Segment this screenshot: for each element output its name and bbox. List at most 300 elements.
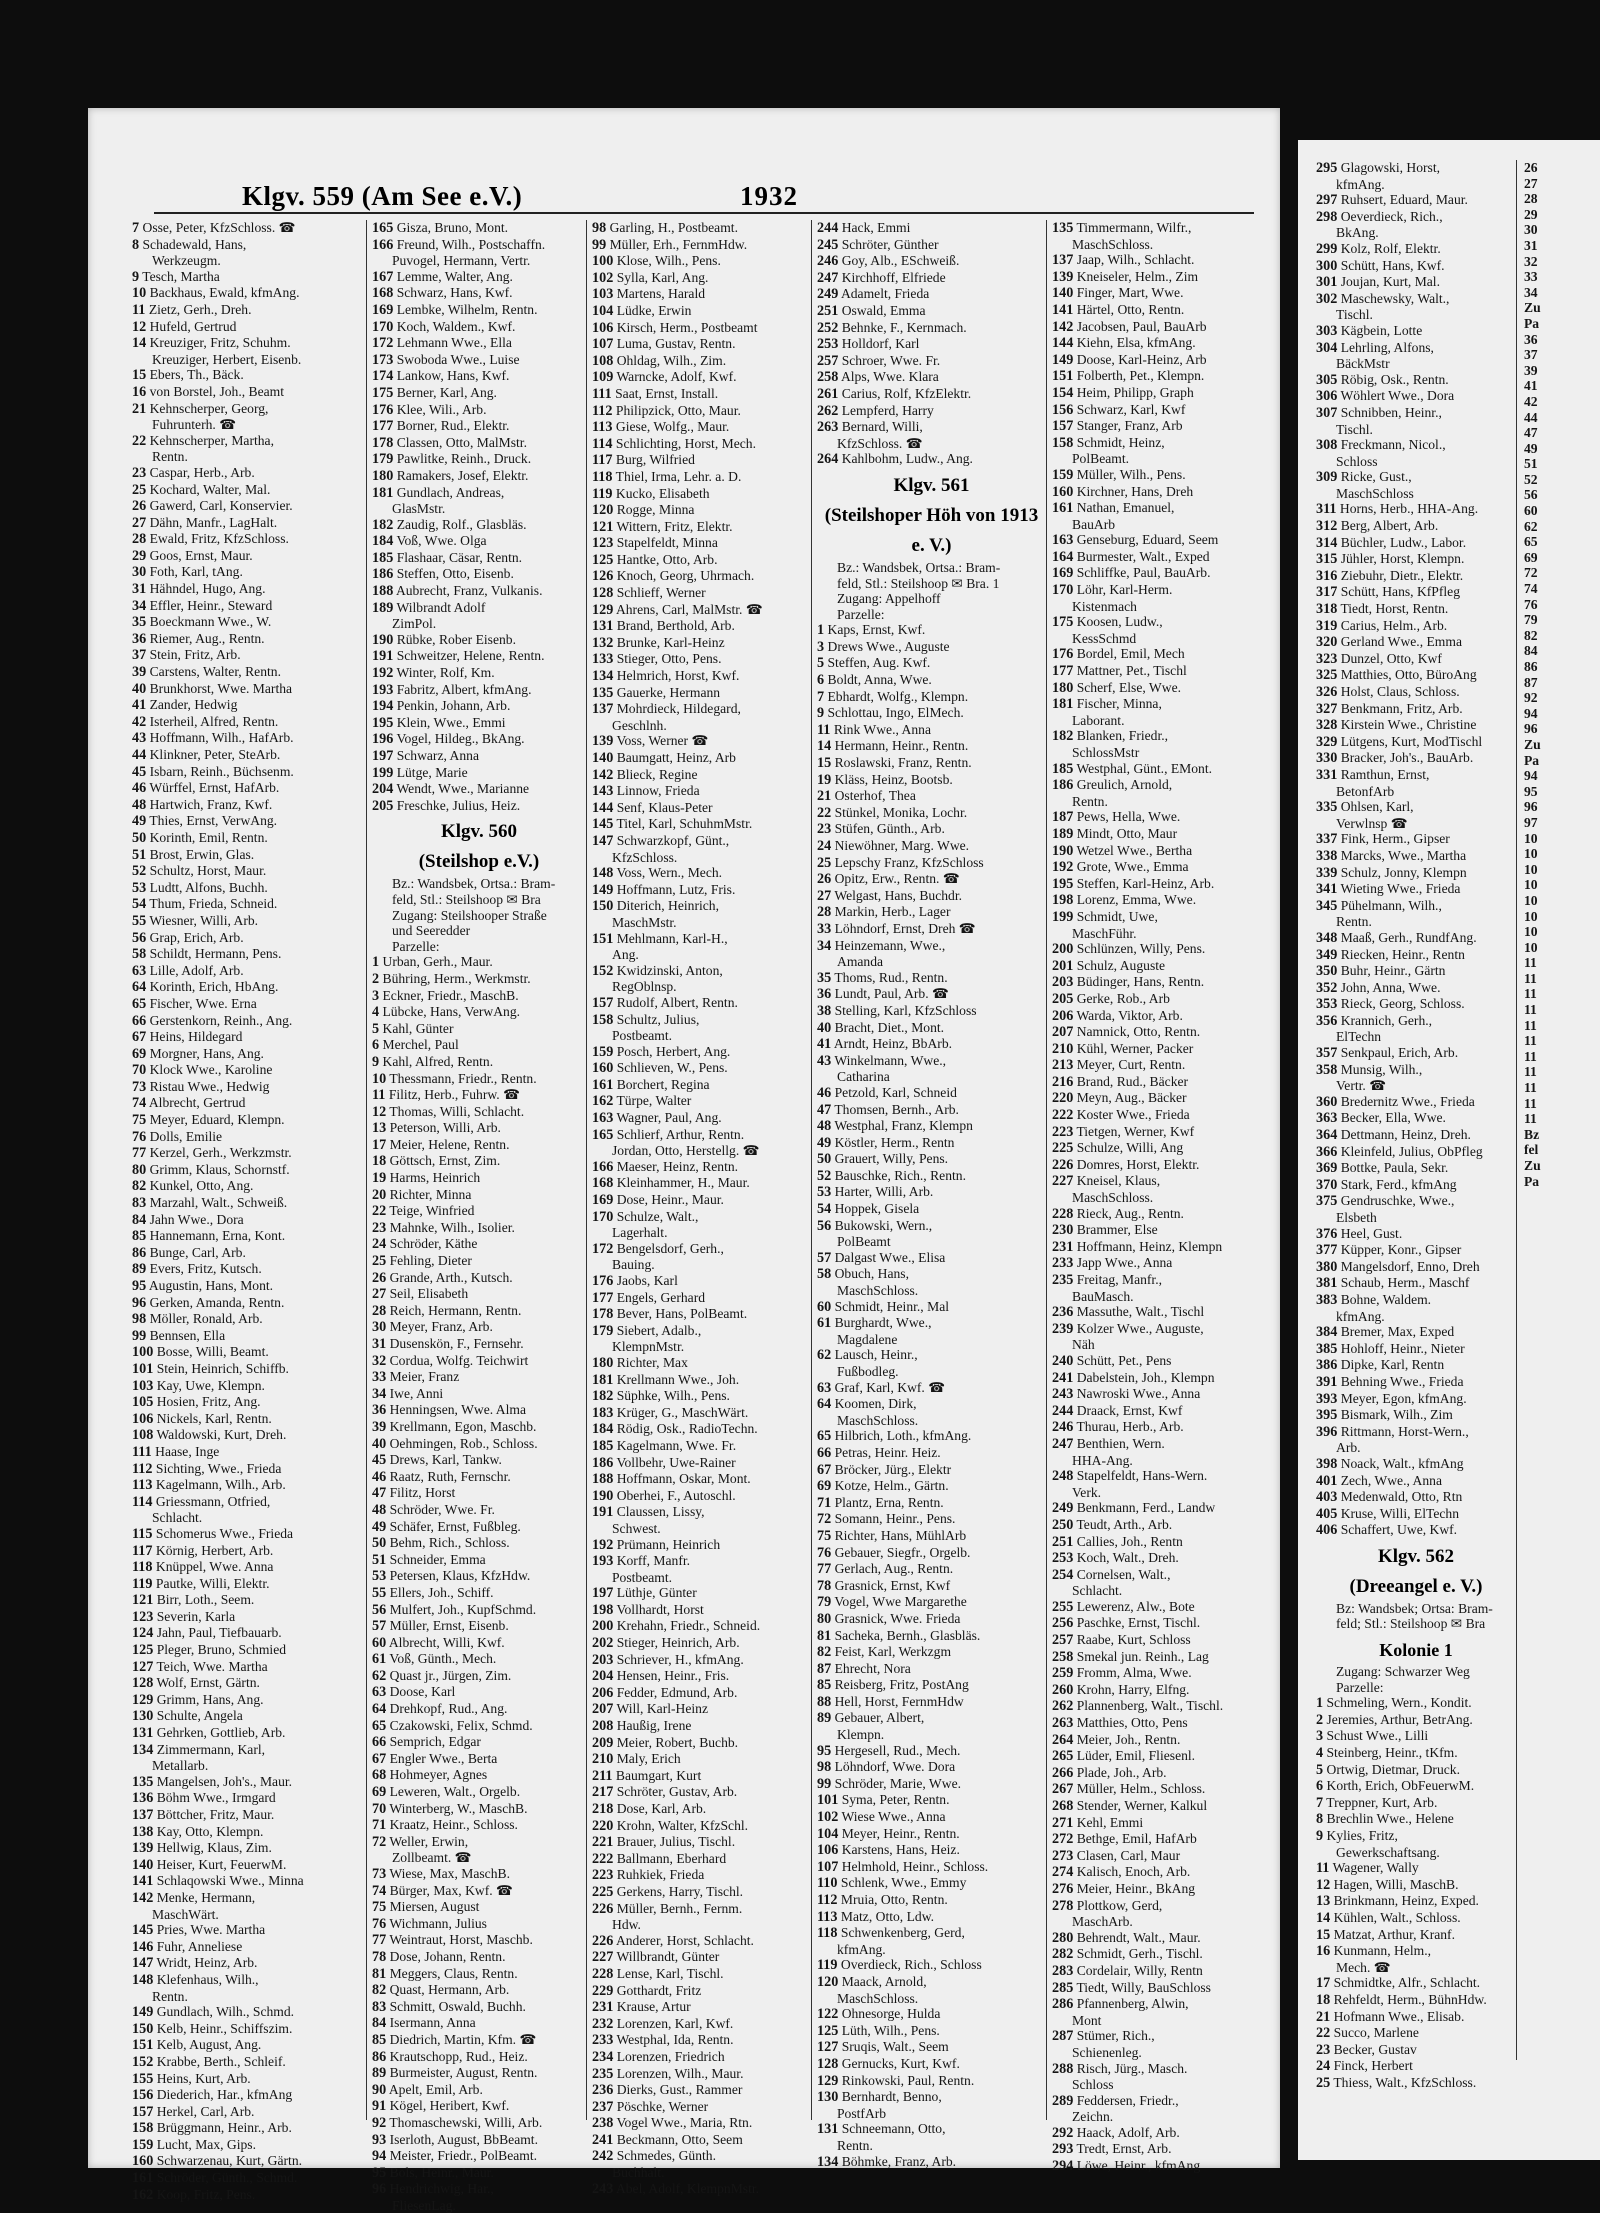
entry-text: Krellmann, Egon, Maschb.: [389, 1418, 537, 1434]
plot-number: 50: [817, 1151, 832, 1168]
entry-text: Hendrichwig, Har.,: [389, 2181, 494, 2197]
directory-entry: [132, 1972, 366, 1989]
directory-entry: [132, 1129, 366, 1146]
plot-number: 156: [1052, 401, 1074, 418]
plot-number: 16: [132, 383, 147, 400]
directory-entry: [1052, 958, 1266, 975]
plot-number: 89: [817, 1710, 832, 1727]
entry-text: Fink, Herm., Gipser: [1340, 831, 1450, 847]
entry-text: kfmAng.: [837, 1941, 886, 1957]
entry-text: Schröder, Günth., Schmd.: [156, 2170, 298, 2186]
plot-number: 238: [592, 2115, 614, 2132]
directory-entry: [1052, 319, 1266, 336]
entry-text: Dabelstein, Joh., Klempn: [1076, 1369, 1215, 1385]
entry-text: Pöschke, Werner: [616, 2098, 709, 2114]
plot-number: 205: [372, 797, 394, 814]
edge-fragment: 11: [1524, 970, 1537, 986]
plot-number: 326: [1316, 684, 1338, 700]
directory-entry: [132, 1261, 366, 1278]
plot-number: 264: [1052, 1731, 1074, 1748]
entry-text: Werkzeugm.: [152, 253, 221, 269]
section-heading: Kolonie 1: [1379, 1640, 1453, 1661]
directory-entry: [1052, 1665, 1266, 1682]
entry-text: Gerlach, Aug., Rentn.: [834, 1561, 954, 1577]
directory-entry: [372, 731, 586, 748]
entry-text: Luma, Gustav, Rentn.: [616, 336, 736, 352]
plot-number: 273: [1052, 1847, 1074, 1864]
directory-entry: [1052, 1304, 1266, 1321]
directory-entry: [1052, 1930, 1266, 1947]
entry-text: Noack, Walt., kfmAng: [1340, 1455, 1464, 1471]
plot-number: 349: [1316, 946, 1338, 963]
directory-entry: [1316, 1712, 1516, 1729]
entry-text: Schlieven, W., Pens.: [616, 1060, 728, 1076]
plot-number: 190: [592, 1487, 614, 1504]
directory-entry: [132, 1922, 366, 1939]
entry-text: Wittern, Fritz, Elektr.: [616, 518, 733, 534]
entry-text: Karstens, Hans, Heiz.: [841, 1842, 960, 1858]
directory-entry: [132, 2153, 366, 2170]
entry-text: Meggers, Claus, Rentn.: [389, 1965, 518, 1981]
directory-entry: [1052, 1732, 1266, 1749]
plot-number: 150: [592, 898, 614, 915]
plot-number: 82: [817, 1644, 832, 1661]
plot-number: 121: [592, 518, 614, 535]
entry-text: Titel, Karl, SchuhmMstr.: [616, 816, 753, 832]
directory-entry: [817, 1826, 1046, 1843]
directory-entry: [372, 1866, 586, 1883]
directory-entry: [592, 1735, 811, 1752]
plot-number: 22: [372, 1203, 387, 1220]
plot-number: 9: [372, 1053, 380, 1070]
entry-text: Jahn, Paul, Tiefbauarb.: [156, 1625, 282, 1641]
entry-text: Sruqis, Walt., Seem: [841, 2039, 949, 2055]
directory-entry: [817, 336, 1046, 353]
directory-entry: [817, 1875, 1046, 1892]
plot-number: 158: [592, 1011, 614, 1028]
directory-entry: [1052, 892, 1266, 909]
plot-number: 226: [592, 1900, 614, 1917]
directory-entry: [132, 1955, 366, 1972]
directory-entry: [592, 1143, 811, 1159]
plot-number: 66: [817, 1444, 832, 1461]
entry-text: Burg, Wilfried: [615, 452, 695, 468]
entry-text: Thomsen, Bernh., Arb.: [834, 1101, 959, 1117]
entry-text: Mehlmann, Karl-H.,: [616, 930, 728, 946]
entry-text: Stein, Heinrich, Schiffb.: [156, 1360, 289, 1376]
plot-number: 25: [132, 481, 147, 498]
directory-entry: [1316, 1927, 1516, 1944]
plot-number: 258: [817, 369, 839, 386]
entry-text: Koop, Fritz, Pens.: [156, 2186, 256, 2202]
directory-entry: [372, 2148, 586, 2165]
edge-fragment: 11: [1524, 986, 1537, 1002]
directory-entry: [372, 665, 586, 682]
plot-number: 56: [817, 1217, 832, 1234]
entry-text: Thiel, Irma, Lehr. a. D.: [615, 468, 742, 484]
directory-entry: [132, 681, 366, 698]
entry-text: Hell, Horst, FernmHdw: [834, 1693, 964, 1709]
plot-number: 23: [132, 464, 147, 481]
entry-text: Nickels, Karl, Rentn.: [156, 1410, 272, 1426]
directory-entry: [1316, 1391, 1516, 1408]
plot-number: 38: [817, 1002, 832, 1019]
directory-entry: [817, 705, 1046, 722]
entry-text: Maack, Arnold,: [841, 1973, 927, 1989]
entry-text: BauArb: [1072, 516, 1116, 532]
directory-entry: [132, 1742, 366, 1759]
entry-text: MaschFühr.: [1072, 925, 1137, 941]
plot-number: 46: [132, 780, 147, 797]
directory-entry: [132, 433, 366, 450]
plot-number: 149: [592, 881, 614, 898]
entry-text: Brunkhorst, Wwe. Martha: [149, 680, 293, 696]
directory-entry: [1316, 1695, 1516, 1712]
plot-number: 9: [132, 268, 140, 285]
plot-number: 169: [372, 301, 394, 318]
directory-entry: [372, 632, 586, 649]
directory-entry: [132, 1394, 366, 1411]
entry-text: Hergesell, Rud., Mech.: [834, 1742, 961, 1758]
entry-text: und Seeredder: [392, 923, 471, 939]
entry-text: Helmhold, Heinr., Schloss.: [841, 1858, 989, 1874]
directory-entry: [817, 1792, 1046, 1809]
directory-entry: [1052, 1090, 1266, 1107]
plot-number: 192: [592, 1536, 614, 1553]
directory-entry: [1316, 1680, 1516, 1696]
entry-text: Brinkmann, Heinz, Exped.: [1333, 1893, 1479, 1909]
entry-text: Schneemann, Otto,: [841, 2121, 946, 2137]
plot-number: 241: [592, 2131, 614, 2148]
entry-text: Schwenkenberg, Gerd,: [840, 1925, 965, 1941]
entry-text: Rentn.: [152, 1988, 188, 2004]
plot-number: 250: [1052, 1516, 1074, 1533]
plot-number: 25: [372, 1253, 387, 1270]
entry-text: Gundlach, Wilh., Schmd.: [156, 2004, 295, 2020]
directory-entry: [592, 1751, 811, 1768]
plot-number: 128: [132, 1675, 154, 1692]
entry-text: Schneider, Emma: [389, 1551, 486, 1567]
directory-entry: [132, 813, 366, 830]
directory-entry: [372, 2181, 586, 2198]
entry-text: Linnow, Frieda: [616, 783, 700, 799]
plot-number: 401: [1316, 1472, 1338, 1489]
directory-entry: [132, 2071, 366, 2088]
entry-text: Lehmann Wwe., Ella: [396, 335, 512, 351]
entry-text: Bottke, Paula, Sekr.: [1340, 1160, 1449, 1176]
entry-text: Kühl, Werner, Packer: [1076, 1040, 1194, 1056]
plot-number: 62: [372, 1667, 387, 1684]
directory-entry: [132, 1112, 366, 1129]
plot-number: 5: [372, 1020, 380, 1037]
entry-text: Heim, Philipp, Graph: [1076, 384, 1194, 400]
directory-entry: [592, 2148, 811, 2165]
plot-number: 159: [592, 1043, 614, 1060]
entry-text: Gernucks, Kurt, Kwf.: [841, 2055, 960, 2071]
directory-entry: [817, 1266, 1046, 1283]
entry-text: Kahlbohm, Ludw., Ang.: [841, 451, 973, 467]
entry-text: Prümann, Heinrich: [616, 1536, 721, 1552]
plot-number: 28: [132, 531, 147, 548]
entry-text: Krehahn, Friedr., Schneid.: [616, 1618, 761, 1634]
entry-text: Kay, Uwe, Klempn.: [156, 1377, 265, 1393]
directory-entry: [1052, 926, 1266, 942]
entry-text: Borchert, Regina: [616, 1076, 710, 1092]
plot-number: 186: [1052, 777, 1074, 794]
plot-number: 345: [1316, 897, 1338, 914]
plot-number: 191: [592, 1504, 614, 1521]
directory-entry: [1052, 1517, 1266, 1534]
entry-text: GlasMstr.: [392, 501, 446, 517]
entry-text: Reich, Hermann, Rentn.: [389, 1302, 522, 1318]
entry-text: Hagen, Willi, MaschB.: [1333, 1876, 1459, 1892]
plot-number: 12: [132, 318, 147, 335]
directory-entry: [592, 668, 811, 685]
entry-text: Gundlach, Andreas,: [396, 484, 505, 500]
plot-number: 96: [372, 2181, 387, 2198]
directory-entry: [1316, 1045, 1516, 1062]
entry-text: Zech, Wwe., Anna: [1340, 1472, 1442, 1488]
edge-fragment: 11: [1524, 1080, 1537, 1096]
entry-text: RegOblnsp.: [612, 979, 677, 995]
directory-entry: [372, 892, 586, 908]
plot-number: 398: [1316, 1455, 1338, 1472]
entry-text: Gerke, Rob., Arb: [1076, 990, 1170, 1006]
entry-text: Flashaar, Cäsar, Rentn.: [396, 549, 523, 565]
directory-entry: [132, 1659, 366, 1676]
entry-text: Schröder, Käthe: [389, 1236, 478, 1252]
entry-text: Maaß, Gerh., RundfAng.: [1340, 929, 1477, 945]
directory-entry: [1052, 696, 1266, 713]
plot-number: 189: [1052, 825, 1074, 842]
plot-number: 186: [372, 566, 394, 583]
directory-entry: [372, 1701, 586, 1718]
plot-number: 7: [817, 688, 825, 705]
entry-text: Tredt, Ernst, Arb.: [1076, 2141, 1172, 2157]
directory-entry: [132, 979, 366, 996]
directory-entry: [132, 1576, 366, 1593]
entry-text: Iserloth, August, BbBeamt.: [389, 2131, 538, 2147]
plot-number: 141: [132, 1873, 154, 1890]
entry-text: KfzSchloss. ☎: [837, 435, 923, 451]
plot-number: 27: [817, 887, 832, 904]
entry-text: Isermann, Anna: [389, 2015, 476, 2031]
directory-entry: [592, 535, 811, 552]
directory-entry: [592, 1438, 811, 1455]
directory-entry: [1052, 1074, 1266, 1091]
directory-entry: [372, 648, 586, 665]
entry-text: Meier, Franz: [389, 1369, 460, 1385]
directory-entry: [1052, 237, 1266, 253]
directory-entry: [372, 1253, 586, 1270]
plot-number: 285: [1052, 1979, 1074, 1996]
entry-text: Jahn Wwe., Dora: [149, 1211, 244, 1227]
plot-number: 220: [1052, 1090, 1074, 1107]
plot-number: 246: [817, 253, 839, 270]
plot-number: 117: [132, 1542, 153, 1559]
entry-text: Bernard, Willi,: [841, 419, 923, 435]
plot-number: 29: [132, 547, 147, 564]
directory-entry: [372, 1353, 586, 1370]
entry-text: Schaffert, Uwe, Kwf.: [1340, 1522, 1458, 1538]
directory-entry: [817, 1743, 1046, 1760]
plot-number: 257: [817, 352, 839, 369]
entry-text: Jeremies, Arthur, BetrAng.: [1326, 1711, 1473, 1727]
directory-entry: [132, 1907, 366, 1923]
entry-text: Metallarb.: [152, 1758, 209, 1774]
entry-text: Dierks, Gust., Rammer: [616, 2082, 743, 2098]
directory-entry: [372, 682, 586, 699]
entry-text: Raatz, Ruth, Fernschr.: [389, 1468, 511, 1484]
plot-number: 112: [817, 1892, 838, 1908]
plot-number: 129: [592, 601, 614, 618]
edge-fragment: 34: [1524, 284, 1538, 300]
entry-text: Lehrling, Alfons,: [1340, 339, 1434, 355]
directory-entry: [592, 898, 811, 915]
entry-text: Kneiseler, Helm., Zim: [1076, 268, 1199, 284]
plot-number: 57: [372, 1618, 387, 1635]
plot-number: 356: [1316, 1012, 1338, 1029]
directory-entry: [817, 2089, 1046, 2106]
entry-text: Kühlen, Walt., Schloss.: [1333, 1909, 1461, 1925]
entry-text: Freschke, Julius, Heiz.: [396, 797, 521, 813]
entry-text: Meier, Robert, Buchb.: [616, 1734, 739, 1750]
plot-number: 12: [372, 1103, 387, 1120]
directory-entry: [1052, 646, 1266, 663]
plot-number: 376: [1316, 1225, 1338, 1242]
plot-number: 72: [372, 1833, 387, 1850]
entry-text: Miersen, August: [389, 1899, 480, 1915]
directory-entry: [132, 367, 366, 384]
entry-text: Ortwig, Dietmar, Druck.: [1326, 1761, 1460, 1777]
directory-entry: [1316, 209, 1516, 226]
entry-text: Petersen, Klaus, KfzHdw.: [389, 1568, 531, 1584]
plot-number: 168: [592, 1175, 614, 1192]
entry-text: Stapelfeldt, Minna: [616, 535, 718, 551]
entry-text: Stümer, Rich.,: [1076, 2028, 1155, 2044]
plot-number: 288: [1052, 2060, 1074, 2077]
plot-number: 218: [592, 1801, 614, 1817]
directory-entry: [1316, 241, 1516, 258]
directory-entry: [372, 798, 586, 815]
plot-number: 203: [1052, 974, 1074, 991]
directory-entry: [1316, 881, 1516, 898]
directory-entry: [132, 1029, 366, 1046]
entry-text: Schmitt, Oswald, Buchh.: [389, 1998, 526, 2014]
entry-text: Ahrens, Carl, MalMstr. ☎: [615, 601, 763, 617]
directory-entry: [372, 1270, 586, 1287]
directory-entry: [817, 2056, 1046, 2073]
directory-entry: [592, 1209, 811, 1226]
directory-entry: [132, 1559, 366, 1576]
plot-number: 278: [1052, 1897, 1074, 1914]
directory-entry: [1316, 568, 1516, 585]
directory-entry: [817, 954, 1046, 970]
directory-entry: [372, 954, 586, 971]
entry-text: Hartwich, Franz, Kwf.: [149, 796, 273, 812]
directory-entry: [817, 1085, 1046, 1102]
directory-entry: [372, 1999, 586, 2016]
directory-entry: [132, 1444, 366, 1461]
entry-text: Dunzel, Otto, Kwf: [1340, 650, 1442, 666]
directory-entry: [1052, 1008, 1266, 1025]
entry-text: Folberth, Pet., Klempn.: [1076, 368, 1205, 384]
directory-entry: [372, 2098, 586, 2115]
directory-entry: [817, 1069, 1046, 1085]
edge-fragment: 94: [1524, 768, 1538, 784]
entry-text: Hoffmann, Heinz, Klempn: [1076, 1238, 1223, 1254]
entry-text: Schmidt, Uwe,: [1076, 908, 1158, 924]
plot-number: 358: [1316, 1061, 1338, 1078]
entry-text: Draack, Ernst, Kwf: [1076, 1402, 1183, 1418]
entry-text: Gehrken, Gottlieb, Arb.: [156, 1725, 286, 1741]
plot-number: 149: [132, 2004, 154, 2021]
directory-entry: [132, 896, 366, 913]
entry-text: Parzelle:: [837, 606, 885, 622]
plot-number: 156: [132, 2087, 154, 2104]
entry-text: Vollbehr, Uwe-Rainer: [616, 1454, 736, 1470]
plot-number: 24: [372, 1236, 387, 1253]
entry-text: Löhndorf, Ernst, Dreh ☎: [834, 920, 976, 936]
directory-entry: [132, 730, 366, 747]
directory-entry: [1316, 1210, 1516, 1226]
entry-text: Schlottau, Ingo, ElMech.: [827, 705, 964, 721]
entry-text: Greulich, Arnold,: [1076, 777, 1173, 793]
plot-number: 67: [372, 1750, 387, 1767]
plot-number: 106: [592, 319, 614, 336]
directory-entry: [132, 1162, 366, 1179]
plot-number: 53: [132, 879, 147, 896]
entry-text: Dose, Johann, Rentn.: [389, 1948, 506, 1964]
directory-entry: [1316, 1893, 1516, 1910]
entry-text: Kleinfeld, Julius, ObPfleg: [1340, 1143, 1483, 1159]
directory-entry: [372, 715, 586, 732]
directory-entry: [592, 850, 811, 866]
entry-text: Marzahl, Walt., Schweiß.: [149, 1195, 288, 1211]
entry-text: Sichting, Wwe., Frieda: [155, 1460, 282, 1476]
entry-text: Kucko, Elisabeth: [615, 485, 710, 501]
directory-entry: [817, 1661, 1046, 1678]
plot-number: 104: [817, 1825, 839, 1842]
entry-text: Drews Wwe., Auguste: [827, 638, 950, 654]
directory-entry: [817, 722, 1046, 739]
entry-text: Stünkel, Monika, Lochr.: [834, 804, 968, 820]
directory-entry: [1052, 385, 1266, 402]
entry-text: Stüfen, Günth., Arb.: [834, 821, 945, 837]
entry-text: Merchel, Paul: [382, 1037, 459, 1053]
directory-entry: [372, 1734, 586, 1751]
plot-number: 49: [372, 1518, 387, 1535]
directory-entry: [1316, 1094, 1516, 1111]
plot-number: 119: [132, 1575, 153, 1592]
entry-text: Lüthje, Günter: [616, 1585, 697, 1601]
plot-number: 22: [132, 432, 147, 449]
plot-number: 140: [132, 1856, 154, 1873]
entry-text: Kehl, Emmi: [1076, 1814, 1144, 1830]
entry-text: Süphke, Wilh., Pens.: [616, 1388, 730, 1404]
directory-entry: [1316, 405, 1516, 422]
entry-text: feld; Stl.: Steilshoop ✉ Bra: [1336, 1616, 1486, 1632]
plot-number: 181: [1052, 696, 1074, 713]
directory-entry: [132, 1543, 366, 1560]
plot-number: 132: [592, 634, 614, 651]
plot-number: 33: [372, 1369, 387, 1386]
entry-text: Stieger, Otto, Pens.: [616, 651, 722, 667]
entry-text: Cordelair, Willy, Rentn: [1076, 1962, 1203, 1978]
entry-text: Kägbein, Lotte: [1340, 322, 1423, 338]
plot-number: 49: [132, 813, 147, 830]
directory-entry: [1316, 1943, 1516, 1960]
